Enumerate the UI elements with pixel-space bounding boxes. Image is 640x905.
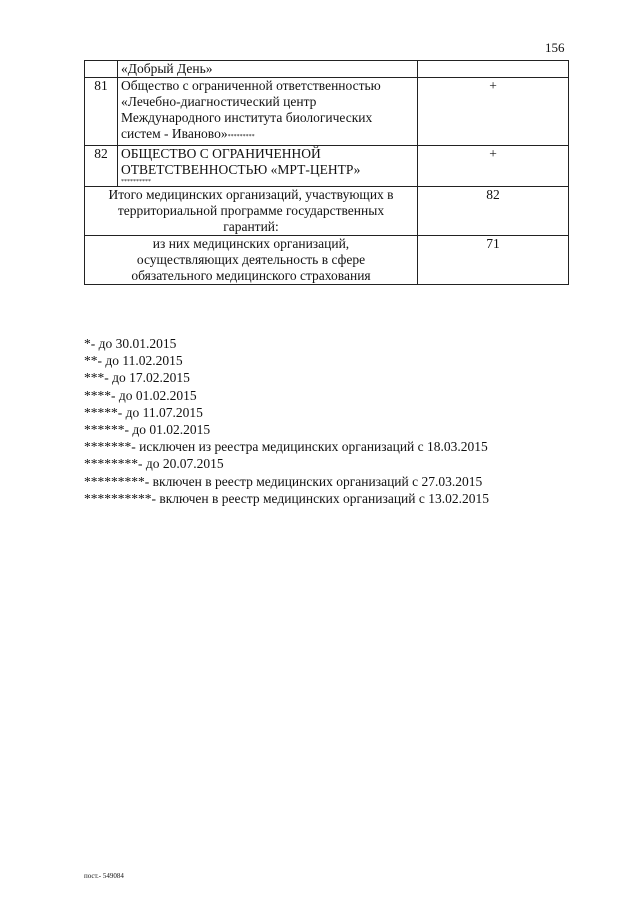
footnote: *******- исключен из реестра медицинских организаций с 18.03.2015 xyxy=(84,439,488,455)
oms-label-cell xyxy=(85,236,418,285)
footnote: *********- включен в реестр медицинских организаций с 27.03.2015 xyxy=(84,473,483,489)
footnote: ******- до 01.02.2015 xyxy=(84,422,211,438)
org-name-cell xyxy=(118,78,418,146)
org-name-cell: «Добрый День» xyxy=(118,61,418,78)
org-name-line: ОБЩЕСТВО С ОГРАНИЧЕННОЙ xyxy=(121,146,321,161)
total-label-cell xyxy=(85,187,418,236)
total-label-line: гарантий: xyxy=(223,219,279,234)
page-number: 156 xyxy=(545,40,565,55)
table-row xyxy=(85,146,569,187)
org-name-cell xyxy=(118,146,418,187)
footnote: ****- до 01.02.2015 xyxy=(84,387,197,403)
table-row xyxy=(85,187,569,236)
footnotes-list xyxy=(84,335,489,507)
org-name-line: Общество с ограниченной ответственностью xyxy=(121,78,381,93)
table-row xyxy=(85,236,569,285)
total-label-line: Итого медицинских организаций, участвующих в xyxy=(108,187,394,202)
org-name-line: ОТВЕТСТВЕННОСТЬЮ «МРТ-ЦЕНТР» xyxy=(121,162,361,177)
table-row xyxy=(85,78,569,146)
total-label-line: территориальной программе государственных xyxy=(117,203,385,218)
footnote-marker: ********* xyxy=(227,134,255,140)
footnote: *****- до 11.07.2015 xyxy=(84,404,203,420)
oms-label-line: осуществляющих деятельность в сфере xyxy=(136,252,366,267)
document-stamp: пост.- 549084 xyxy=(84,872,124,880)
organizations-table xyxy=(84,60,569,285)
row-number-cell xyxy=(85,61,118,78)
participation-mark-cell xyxy=(418,61,569,78)
participation-mark-cell: + xyxy=(418,78,569,146)
oms-label-line: обязательного медицинского страхования xyxy=(131,268,371,283)
footnote: **********- включен в реестр медицинских организаций с 13.02.2015 xyxy=(84,490,489,506)
footnote: *- до 30.01.2015 xyxy=(84,336,177,351)
org-name-line: Международного института биологических xyxy=(121,110,373,125)
footnote-marker: ********** xyxy=(121,179,151,185)
footnote: ***- до 17.02.2015 xyxy=(84,370,190,386)
table-row xyxy=(85,61,569,78)
row-number-cell: 81 xyxy=(85,78,118,146)
org-name-line: систем - Иваново» xyxy=(121,126,228,141)
row-number-cell: 82 xyxy=(85,146,118,187)
footnote: ********- до 20.07.2015 xyxy=(84,456,224,472)
participation-mark-cell: + xyxy=(418,146,569,187)
oms-label-line: из них медицинских организаций, xyxy=(152,236,350,251)
footnote: **- до 11.02.2015 xyxy=(84,353,183,369)
oms-value-cell: 71 xyxy=(418,236,569,285)
org-name-line: «Лечебно-диагностический центр xyxy=(121,94,317,109)
total-value-cell: 82 xyxy=(418,187,569,236)
